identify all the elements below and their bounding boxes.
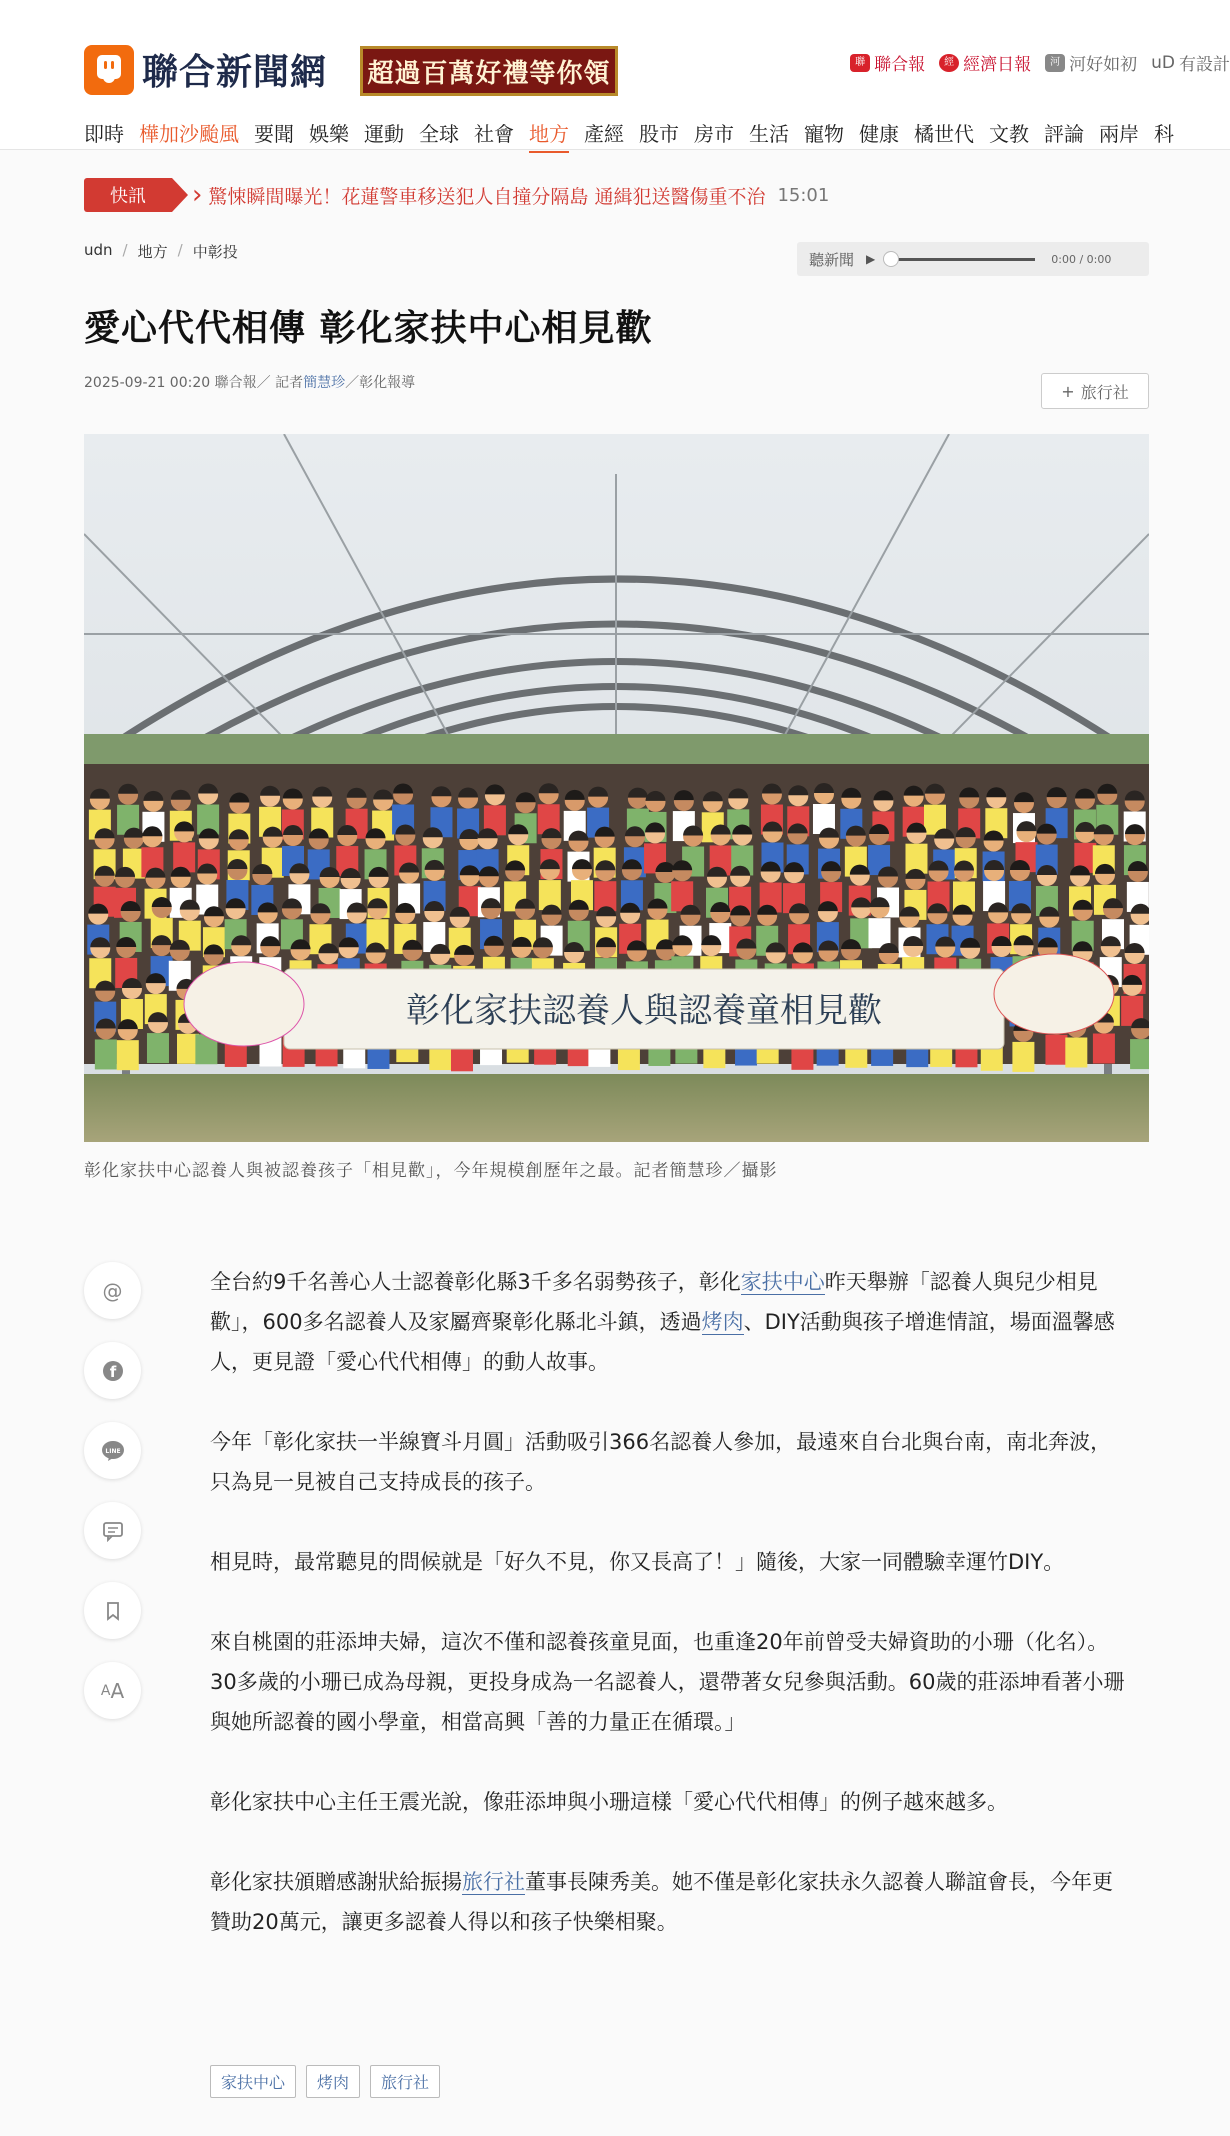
paragraph-text: 今年「彰化家扶一半線寶斗月圓」活動吸引366名認養人參加，最遠來自台北與台南，南北奔波，只為見一見被自己支持成長的孩子。 <box>210 1430 1112 1494</box>
main-nav <box>84 118 1189 153</box>
audio-progress-bar[interactable] <box>887 258 1035 261</box>
brand-label: 河好如初 <box>1069 55 1138 75</box>
paragraph-text: 董事長陳秀美。她不僅是彰化家扶永久認養人聯誼會長，今年更贊助20萬元，讓更多認養人得以和孩子快樂相聚。 <box>210 1870 1113 1934</box>
breadcrumb-item[interactable]: udn <box>84 241 113 259</box>
article-title: 愛心代代相傳 彰化家扶中心相見歡 <box>84 308 653 349</box>
breaking-time: 15:01 <box>777 184 830 206</box>
brand-label: 經濟日報 <box>963 55 1032 75</box>
paragraph-text: 來自桃園的莊添坤夫婦，這次不僅和認養孩童見面，也重逢20年前曾受夫婦資助的小珊（化名）。30多歲的小珊已成為母親，更投身成為一名認養人，還帶著女兒參與活動。60歲的莊添坤看著小珊與她所認養的國小學童，相當高興「善的力量正在循環。」 <box>210 1630 1125 1734</box>
breaking-headline[interactable]: 驚悚瞬間曝光！花蓮警車移送犯人自撞分隔島 通緝犯送醫傷重不治 <box>208 185 766 208</box>
paragraph-text: 相見時，最常聽見的問候就是「好久不見，你又長高了！」隨後，大家一同體驗幸運竹DIY。 <box>210 1550 1065 1574</box>
nav-item[interactable]: 兩岸 <box>1099 122 1139 146</box>
audio-progress-knob[interactable] <box>883 251 899 267</box>
comment-icon[interactable] <box>84 1502 141 1559</box>
paragraph-text: 昨天舉辦「認養人與兒少相見歡」，600多名認養人及家屬齊聚彰化縣北斗鎮，透過 <box>210 1270 1098 1334</box>
nav-item[interactable]: 樺加沙颱風 <box>139 122 239 146</box>
breaking-news-bar <box>84 178 829 212</box>
article-tag[interactable]: 家扶中心 <box>210 2065 296 2098</box>
article-paragraph <box>210 1542 1130 1582</box>
brand-link-river[interactable] <box>1045 50 1137 75</box>
nav-item[interactable]: 即時 <box>84 122 124 146</box>
site-logo[interactable] <box>84 44 327 95</box>
article-tag[interactable]: 烤肉 <box>306 2065 360 2098</box>
listen-label: 聽新聞 <box>809 250 855 269</box>
site-header <box>0 0 1230 150</box>
photo-banner-text: 彰化家扶認養人與認養童相見歡 <box>406 991 882 1031</box>
facebook-icon[interactable] <box>84 1342 141 1399</box>
chevron-right-icon: › <box>192 180 203 210</box>
article-paragraph <box>210 1862 1130 1942</box>
keyword-link[interactable]: 旅行社 <box>462 1870 525 1894</box>
reporter-prefix: 記者 <box>275 375 304 391</box>
audio-time: 0:00 / 0:00 <box>1051 252 1112 266</box>
udn-logo-icon <box>84 45 134 95</box>
plus-icon: + <box>1061 381 1075 401</box>
article-reporter[interactable]: 簡慧珍 <box>303 375 346 391</box>
river-icon: 河 <box>1045 54 1065 72</box>
svg-text:LINE: LINE <box>104 1447 121 1455</box>
photo-caption: 彰化家扶中心認養人與被認養孩子「相見歡」，今年規模創歷年之最。記者簡慧珍／攝影 <box>84 1161 778 1181</box>
nav-item[interactable]: 產經 <box>584 122 624 146</box>
article-body <box>210 1262 1130 1982</box>
nav-item[interactable]: 橘世代 <box>914 122 974 146</box>
breaking-tag: 快訊 <box>84 178 172 212</box>
share-toolbar <box>84 1262 141 1719</box>
breadcrumb-separator: / <box>177 241 183 259</box>
keyword-link[interactable]: 家扶中心 <box>740 1270 825 1294</box>
threads-icon[interactable]: @ <box>84 1262 141 1319</box>
brand-label: 聯合報 <box>874 55 926 75</box>
nav-item[interactable]: 生活 <box>749 122 789 146</box>
keyword-link[interactable]: 烤肉 <box>701 1310 744 1334</box>
brand-links <box>850 50 1230 75</box>
ud-design-icon: uD <box>1151 52 1175 73</box>
paragraph-text: 彰化家扶頒贈感謝狀給振揚 <box>210 1870 462 1894</box>
breadcrumb-separator: / <box>122 241 128 259</box>
article-tag[interactable]: 旅行社 <box>370 2065 440 2098</box>
site-name: 聯合新聞網 <box>142 52 328 93</box>
bookmark-icon[interactable] <box>84 1582 141 1639</box>
brand-link-economic-daily[interactable] <box>939 50 1031 75</box>
breadcrumb-item[interactable]: 地方 <box>137 243 168 261</box>
nav-item[interactable]: 評論 <box>1044 122 1084 146</box>
brand-link-udn-daily[interactable] <box>850 50 925 75</box>
brand-link-ud-design[interactable] <box>1151 50 1230 75</box>
audio-player <box>797 242 1149 276</box>
article-source[interactable]: 聯合報 <box>214 375 257 391</box>
nav-item[interactable]: 地方 <box>529 118 569 153</box>
article-photo[interactable] <box>84 434 1149 1142</box>
font-size-icon[interactable]: A A <box>84 1662 141 1719</box>
follow-tag-button[interactable] <box>1041 373 1149 409</box>
economic-daily-icon: 經 <box>939 54 959 72</box>
brand-label: 有設計 <box>1179 55 1230 75</box>
article-paragraph <box>210 1262 1130 1382</box>
breadcrumb-item[interactable]: 中彰投 <box>192 243 238 261</box>
article-meta <box>84 372 415 392</box>
nav-item[interactable]: 科 <box>1154 122 1174 146</box>
meta-separator: ／ <box>256 375 271 391</box>
breadcrumb <box>84 241 238 262</box>
nav-item[interactable]: 全球 <box>419 122 459 146</box>
nav-item[interactable]: 健康 <box>859 122 899 146</box>
nav-item[interactable]: 文教 <box>989 122 1029 146</box>
paragraph-text: 彰化家扶中心主任王震光說，像莊添坤與小珊這樣「愛心代代相傳」的例子越來越多。 <box>210 1790 1008 1814</box>
follow-tag-label: 旅行社 <box>1080 382 1129 402</box>
promo-banner[interactable]: 超過百萬好禮等你領 <box>360 46 618 96</box>
nav-item[interactable]: 娛樂 <box>309 122 349 146</box>
nav-item[interactable]: 寵物 <box>804 122 844 146</box>
article-paragraph <box>210 1422 1130 1502</box>
article-date: 2025-09-21 00:20 <box>84 375 211 391</box>
line-icon[interactable] <box>84 1422 141 1479</box>
nav-item[interactable]: 房市 <box>694 122 734 146</box>
paragraph-text: 、DIY活動與孩子增進情誼，場面溫馨感人，更見證「愛心代代相傳」的動人故事。 <box>210 1310 1115 1374</box>
event-photo-illustration <box>84 434 1149 1142</box>
article-paragraph <box>210 1622 1130 1742</box>
meta-separator: ／ <box>345 375 360 391</box>
nav-item[interactable]: 社會 <box>474 122 514 146</box>
udn-daily-icon: 聯 <box>850 54 870 72</box>
nav-item[interactable]: 運動 <box>364 122 404 146</box>
paragraph-text: 全台約9千名善心人士認養彰化縣3千多名弱勢孩子，彰化 <box>210 1270 741 1294</box>
article-location: 彰化報導 <box>359 375 416 391</box>
play-icon[interactable]: ▶ <box>866 252 876 266</box>
nav-item[interactable]: 股市 <box>639 122 679 146</box>
nav-item[interactable]: 要聞 <box>254 122 294 146</box>
article-tags <box>210 2065 440 2098</box>
article-paragraph <box>210 1782 1130 1822</box>
svg-text:f: f <box>109 1362 116 1381</box>
